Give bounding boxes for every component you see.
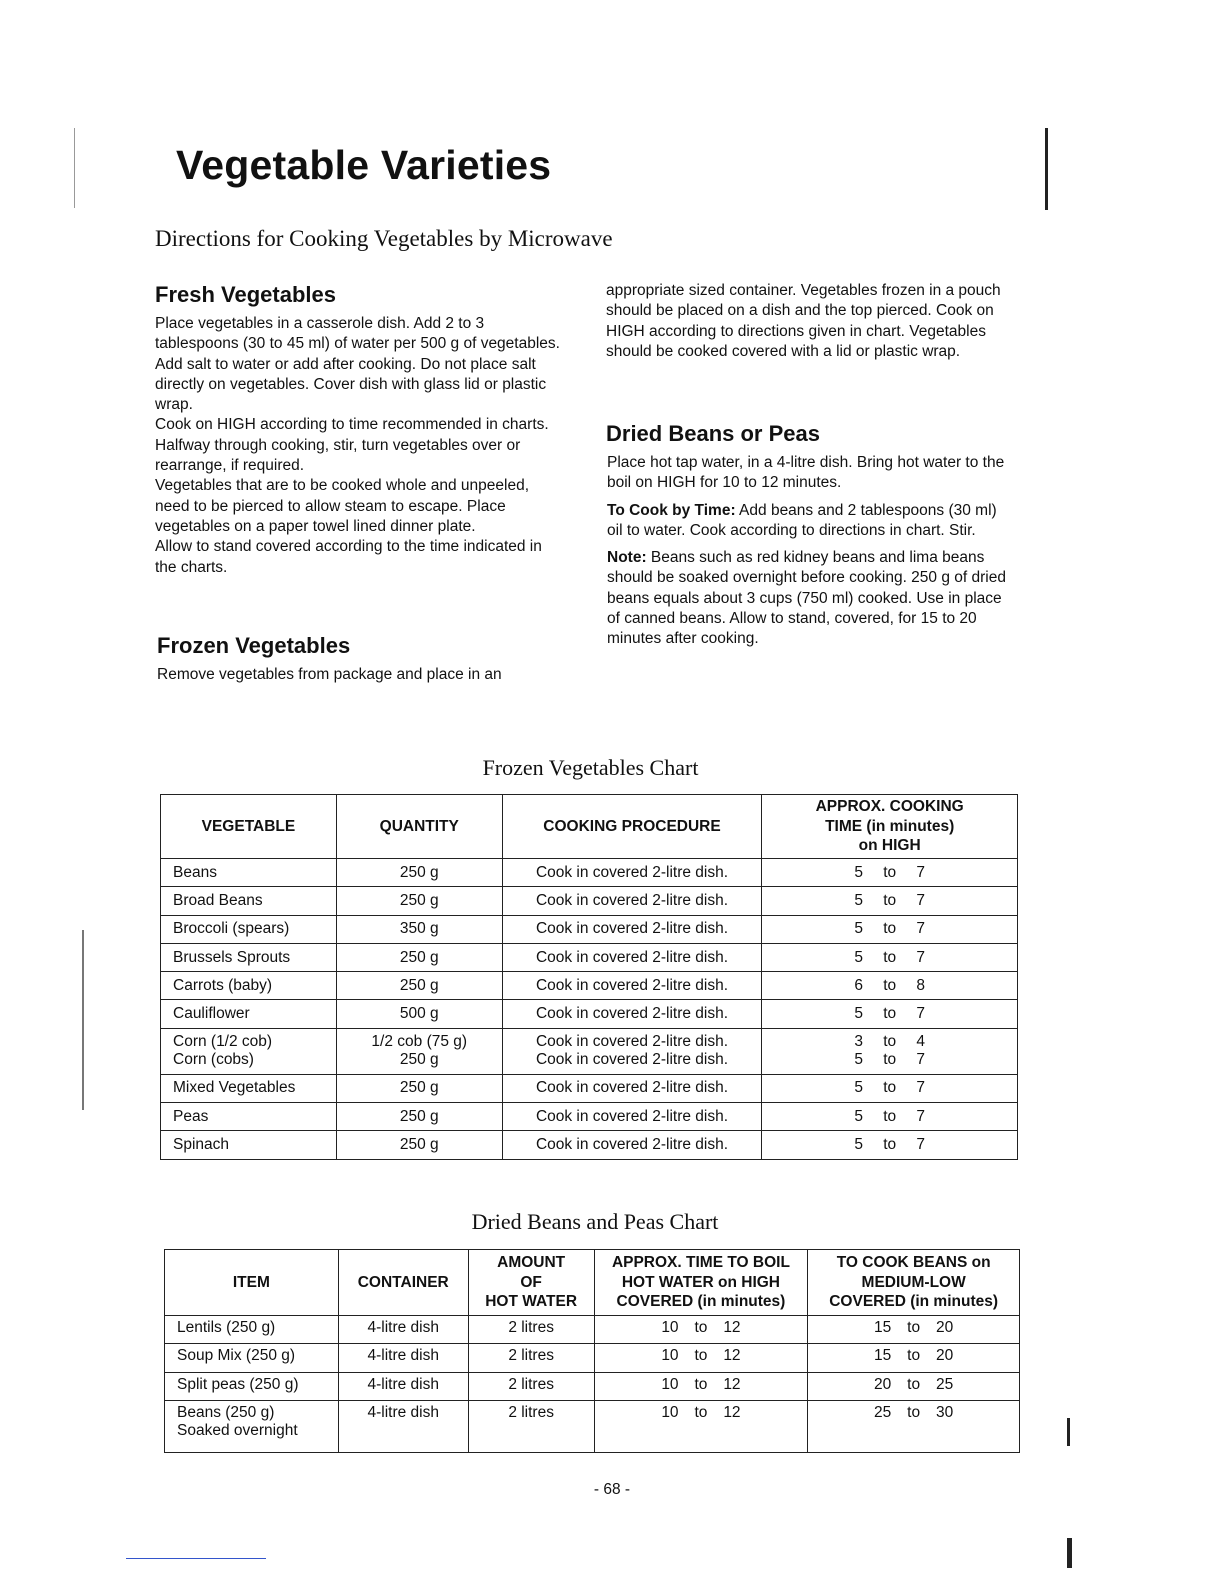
table-row bbox=[161, 1000, 1018, 1028]
range-to-word: to bbox=[694, 1403, 708, 1421]
vegetable-name: Carrots (baby) bbox=[173, 976, 273, 994]
range-from: 5 bbox=[854, 920, 863, 938]
cell-cook-time bbox=[808, 1372, 1020, 1400]
fresh-section bbox=[155, 314, 560, 578]
time-line bbox=[770, 1051, 1009, 1069]
cell-vegetable bbox=[161, 887, 337, 915]
col-header-boil-line1: APPROX. TIME TO BOIL bbox=[611, 1254, 790, 1272]
cell-cook-time bbox=[808, 1344, 1020, 1372]
time-line bbox=[770, 920, 1009, 938]
range-from: 10 bbox=[661, 1347, 679, 1365]
range-to-word: to bbox=[694, 1375, 708, 1393]
range-to-word: to bbox=[883, 976, 897, 994]
col-header-boil-line3: COVERED (in minutes) bbox=[616, 1293, 786, 1311]
frozen-p1-continued: appropriate sized container. Vegetables frozen in a pouch should be placed on a dish and the top pierced. Cook on HIGH according to directions given in chart. Vegetables should be cooked covered with a lid or plastic wrap. bbox=[606, 282, 1001, 360]
cook-label: To Cook by Time: bbox=[607, 501, 736, 519]
vegetable-name: Brussels Sprouts bbox=[173, 948, 291, 966]
range-to-word: to bbox=[883, 891, 897, 909]
quantity-value: 250 g bbox=[399, 1107, 439, 1125]
col-header-cook-line2: MEDIUM-LOW bbox=[861, 1273, 966, 1291]
time-range bbox=[844, 977, 936, 995]
cell-procedure bbox=[502, 1000, 762, 1028]
cell-vegetable bbox=[161, 1028, 337, 1074]
range-to-word: to bbox=[883, 920, 897, 938]
time-line bbox=[770, 864, 1009, 882]
cell-item bbox=[165, 1316, 339, 1344]
cell-water: 2 litres bbox=[468, 1372, 594, 1400]
range-to-word: to bbox=[883, 1005, 897, 1023]
range-from: 15 bbox=[874, 1319, 892, 1336]
cell-time bbox=[762, 972, 1018, 1000]
range-from: 10 bbox=[661, 1319, 679, 1336]
range-to: 12 bbox=[723, 1403, 741, 1421]
range-to-word: to bbox=[883, 1136, 897, 1154]
col-header-vegetable: VEGETABLE bbox=[161, 795, 337, 859]
vegetable-name: Peas bbox=[173, 1107, 209, 1125]
range-from: 5 bbox=[854, 863, 863, 881]
col-header-amount-line1: AMOUNT bbox=[497, 1254, 566, 1272]
time-line bbox=[770, 1108, 1009, 1126]
range-to: 7 bbox=[916, 948, 925, 966]
cell-item bbox=[165, 1400, 339, 1452]
cell-quantity bbox=[336, 1074, 502, 1102]
item-name: Split peas (250 g) bbox=[177, 1375, 299, 1393]
range-to: 12 bbox=[723, 1375, 741, 1393]
time-line bbox=[770, 1079, 1009, 1097]
cell-boil-time bbox=[594, 1372, 808, 1400]
cell-procedure bbox=[502, 915, 762, 943]
margin-rule-bottom bbox=[1067, 1418, 1070, 1446]
time-range bbox=[868, 1404, 960, 1422]
time-range bbox=[844, 949, 936, 967]
time-range bbox=[844, 920, 936, 938]
range-from: 5 bbox=[854, 1051, 863, 1069]
cell-procedure bbox=[502, 1074, 762, 1102]
table-row bbox=[161, 1028, 1018, 1074]
vegetable-name: Broccoli (spears) bbox=[173, 920, 290, 938]
dried-cook-by-time bbox=[607, 501, 1007, 542]
cook-text: Add beans and 2 tablespoons (30 ml) oil to water. Cook according to directions in chart. Stir. bbox=[607, 501, 997, 539]
time-line bbox=[770, 949, 1009, 967]
cell-procedure bbox=[502, 1131, 762, 1159]
vegetable-name: Cauliflower bbox=[173, 1005, 250, 1023]
time-range bbox=[844, 1079, 936, 1097]
time-range bbox=[844, 1136, 936, 1154]
col-header-boil-line2: HOT WATER on HIGH bbox=[621, 1273, 781, 1291]
cell-quantity bbox=[336, 1028, 502, 1074]
range-to: 7 bbox=[916, 1051, 925, 1069]
col-header-cooking-time-line3: on HIGH bbox=[858, 837, 921, 855]
quantity-value: 250 g bbox=[399, 1051, 439, 1069]
range-to-word: to bbox=[907, 1347, 921, 1365]
range-from: 25 bbox=[874, 1403, 892, 1421]
cell-procedure bbox=[502, 887, 762, 915]
procedure-text: Cook in covered 2-litre dish. bbox=[535, 920, 729, 938]
quantity-value: 1/2 cob (75 g) bbox=[371, 1033, 468, 1051]
time-range bbox=[844, 892, 936, 910]
procedure-text: Cook in covered 2-litre dish. bbox=[535, 948, 729, 966]
col-header-quantity: QUANTITY bbox=[336, 795, 502, 859]
time-range bbox=[844, 1051, 936, 1069]
time-line bbox=[770, 1005, 1009, 1023]
footer-link-underline bbox=[126, 1558, 266, 1559]
col-header-cook-line3: COVERED (in minutes) bbox=[829, 1293, 999, 1311]
left-edge-mark-1 bbox=[74, 128, 75, 208]
quantity-value: 250 g bbox=[399, 976, 439, 994]
range-from: 5 bbox=[854, 1079, 863, 1097]
vegetable-name: Spinach bbox=[173, 1136, 230, 1154]
cell-time bbox=[762, 887, 1018, 915]
range-from: 5 bbox=[854, 948, 863, 966]
range-to-word: to bbox=[907, 1403, 921, 1421]
table-row bbox=[161, 1103, 1018, 1131]
fresh-p1: Place vegetables in a casserole dish. Add 2 to 3 tablespoons (30 to 45 ml) of water per 500 g of vegetables. Add salt to water or add after cooking. Do not place salt directly on vegetables. Cover dish with glass lid or plastic wrap. bbox=[155, 315, 560, 414]
cell-time bbox=[762, 1131, 1018, 1159]
item-name: Soup Mix (250 g) bbox=[177, 1347, 296, 1365]
time-range bbox=[868, 1319, 960, 1337]
cell-vegetable bbox=[161, 1131, 337, 1159]
time-range bbox=[655, 1347, 747, 1365]
quantity-value: 250 g bbox=[399, 891, 439, 909]
note-text: Beans such as red kidney beans and lima beans should be soaked overnight before cooking. 250 g of dried beans equals about 3 cups (750 ml) cooked. Use in place of canned beans. Allow to stand, covered, for 15 to 20 minutes after cooking. bbox=[607, 549, 1006, 648]
range-to-word: to bbox=[907, 1319, 921, 1336]
time-range bbox=[868, 1347, 960, 1365]
cell-quantity bbox=[336, 1131, 502, 1159]
cell-container: 4-litre dish bbox=[338, 1372, 468, 1400]
range-from: 5 bbox=[854, 1107, 863, 1125]
cell-procedure bbox=[502, 1103, 762, 1131]
col-header-item: ITEM bbox=[165, 1250, 339, 1316]
cell-quantity bbox=[336, 887, 502, 915]
time-range bbox=[655, 1376, 747, 1394]
range-to-word: to bbox=[883, 1079, 897, 1097]
vegetable-name: Mixed Vegetables bbox=[173, 1079, 296, 1097]
cell-water: 2 litres bbox=[468, 1316, 594, 1344]
range-to-word: to bbox=[883, 1051, 897, 1069]
cell-vegetable bbox=[161, 915, 337, 943]
time-range bbox=[844, 1108, 936, 1126]
range-to: 12 bbox=[723, 1347, 741, 1365]
table-row bbox=[161, 887, 1018, 915]
range-to: 20 bbox=[936, 1347, 954, 1365]
range-from: 6 bbox=[854, 976, 863, 994]
cell-procedure bbox=[502, 1028, 762, 1074]
range-from: 10 bbox=[661, 1375, 679, 1393]
range-from: 5 bbox=[854, 1136, 863, 1154]
dried-heading: Dried Beans or Peas bbox=[606, 421, 820, 446]
cell-container: 4-litre dish bbox=[338, 1344, 468, 1372]
col-header-amount-line2: OF bbox=[520, 1273, 542, 1291]
cell-time bbox=[762, 1000, 1018, 1028]
cell-vegetable bbox=[161, 1074, 337, 1102]
table-row bbox=[161, 1131, 1018, 1159]
range-from: 5 bbox=[854, 1005, 863, 1023]
time-range bbox=[844, 1005, 936, 1023]
range-from: 10 bbox=[661, 1403, 679, 1421]
col-header-cook-time bbox=[808, 1250, 1020, 1316]
range-to: 25 bbox=[936, 1375, 954, 1393]
cell-time bbox=[762, 915, 1018, 943]
cell-quantity bbox=[336, 859, 502, 887]
dried-section bbox=[607, 453, 1007, 657]
vegetable-name: Corn (cobs) bbox=[173, 1051, 254, 1069]
vegetable-name: Broad Beans bbox=[173, 891, 263, 909]
cell-container: 4-litre dish bbox=[338, 1316, 468, 1344]
table-row bbox=[161, 915, 1018, 943]
cell-item bbox=[165, 1344, 339, 1372]
page-number: - 68 - bbox=[593, 1481, 631, 1498]
time-range bbox=[655, 1404, 747, 1422]
table-row bbox=[165, 1316, 1020, 1344]
cell-procedure bbox=[502, 943, 762, 971]
procedure-text: Cook in covered 2-litre dish. bbox=[535, 1033, 729, 1051]
frozen-vegetables-table bbox=[160, 794, 1018, 1160]
range-to: 7 bbox=[916, 1107, 925, 1125]
dried-chart-title: Dried Beans and Peas Chart bbox=[471, 1209, 719, 1234]
frozen-heading: Frozen Vegetables bbox=[157, 633, 351, 658]
table-row bbox=[161, 943, 1018, 971]
cell-vegetable bbox=[161, 859, 337, 887]
cell-water: 2 litres bbox=[468, 1344, 594, 1372]
fresh-p4: Allow to stand covered according to the time indicated in the charts. bbox=[155, 538, 542, 576]
cell-boil-time bbox=[594, 1316, 808, 1344]
table-row bbox=[165, 1372, 1020, 1400]
table-row bbox=[165, 1344, 1020, 1372]
dried-beans-table bbox=[164, 1249, 1020, 1453]
cell-quantity bbox=[336, 943, 502, 971]
quantity-value: 350 g bbox=[399, 920, 439, 938]
dried-note bbox=[607, 548, 1007, 649]
table-row bbox=[165, 1400, 1020, 1452]
range-from: 5 bbox=[854, 891, 863, 909]
range-to: 7 bbox=[916, 1079, 925, 1097]
range-to: 7 bbox=[916, 1136, 925, 1154]
range-to-word: to bbox=[883, 1033, 897, 1051]
time-line bbox=[770, 1136, 1009, 1154]
range-to-word: to bbox=[883, 863, 897, 881]
col-header-cooking-time-line2: TIME (in minutes) bbox=[825, 817, 955, 835]
frozen-chart-title: Frozen Vegetables Chart bbox=[482, 755, 699, 780]
cell-vegetable bbox=[161, 972, 337, 1000]
range-to: 8 bbox=[916, 976, 925, 994]
margin-rule-top bbox=[1045, 128, 1048, 210]
procedure-text: Cook in covered 2-litre dish. bbox=[535, 891, 729, 909]
range-to: 7 bbox=[916, 920, 925, 938]
cell-cook-time bbox=[808, 1316, 1020, 1344]
procedure-text: Cook in covered 2-litre dish. bbox=[535, 976, 729, 994]
range-from: 3 bbox=[854, 1033, 863, 1051]
cell-time bbox=[762, 1103, 1018, 1131]
col-header-container: CONTAINER bbox=[338, 1250, 468, 1316]
range-to: 7 bbox=[916, 863, 925, 881]
procedure-text: Cook in covered 2-litre dish. bbox=[535, 1051, 729, 1069]
range-to-word: to bbox=[883, 948, 897, 966]
time-range bbox=[844, 1033, 936, 1051]
range-to: 30 bbox=[936, 1403, 954, 1421]
vegetable-name: Beans bbox=[173, 863, 217, 881]
cell-water: 2 litres bbox=[468, 1400, 594, 1452]
vegetable-name: Corn (1/2 cob) bbox=[173, 1033, 273, 1051]
quantity-value: 250 g bbox=[399, 948, 439, 966]
time-line bbox=[770, 892, 1009, 910]
procedure-text: Cook in covered 2-litre dish. bbox=[535, 1005, 729, 1023]
cell-item bbox=[165, 1372, 339, 1400]
range-to: 20 bbox=[936, 1319, 954, 1336]
dried-p1: Place hot tap water, in a 4-litre dish. Bring hot water to the boil on HIGH for 10 to 12 minutes. bbox=[607, 454, 1005, 492]
range-to-word: to bbox=[907, 1375, 921, 1393]
table-row bbox=[161, 1074, 1018, 1102]
cell-quantity bbox=[336, 915, 502, 943]
range-to-word: to bbox=[694, 1347, 708, 1365]
cell-container: 4-litre dish bbox=[338, 1400, 468, 1452]
time-line bbox=[770, 977, 1009, 995]
frozen-p1: Remove vegetables from package and place in an bbox=[157, 666, 502, 683]
time-range bbox=[868, 1376, 960, 1394]
item-name: Beans (250 g) bbox=[177, 1403, 275, 1421]
quantity-value: 250 g bbox=[399, 1136, 439, 1154]
time-range bbox=[844, 864, 936, 882]
range-to: 7 bbox=[916, 1005, 925, 1023]
cell-time bbox=[762, 1074, 1018, 1102]
cell-procedure bbox=[502, 859, 762, 887]
range-to: 4 bbox=[916, 1033, 925, 1051]
col-header-cooking-time bbox=[762, 795, 1018, 859]
quantity-value: 500 g bbox=[399, 1005, 439, 1023]
margin-mark-corner bbox=[1067, 1538, 1072, 1568]
quantity-value: 250 g bbox=[399, 863, 439, 881]
cell-time bbox=[762, 1028, 1018, 1074]
page-title: Vegetable Varieties bbox=[176, 142, 552, 188]
range-to: 7 bbox=[916, 891, 925, 909]
procedure-text: Cook in covered 2-litre dish. bbox=[535, 1079, 729, 1097]
procedure-text: Cook in covered 2-litre dish. bbox=[535, 1136, 729, 1154]
cell-boil-time bbox=[594, 1344, 808, 1372]
cell-procedure bbox=[502, 972, 762, 1000]
table-row bbox=[161, 972, 1018, 1000]
range-to-word: to bbox=[883, 1107, 897, 1125]
cell-quantity bbox=[336, 1000, 502, 1028]
col-header-cooking-time-line1: APPROX. COOKING bbox=[815, 798, 964, 816]
item-note: Soaked overnight bbox=[177, 1421, 298, 1439]
col-header-amount-line3: HOT WATER bbox=[485, 1293, 578, 1311]
range-to-word: to bbox=[694, 1319, 708, 1336]
item-name: Lentils (250 g) bbox=[177, 1319, 276, 1336]
cell-vegetable bbox=[161, 943, 337, 971]
cell-quantity bbox=[336, 972, 502, 1000]
cell-cook-time bbox=[808, 1400, 1020, 1452]
procedure-text: Cook in covered 2-litre dish. bbox=[535, 1107, 729, 1125]
page-subtitle: Directions for Cooking Vegetables by Microwave bbox=[155, 226, 613, 251]
col-header-amount bbox=[468, 1250, 594, 1316]
procedure-text: Cook in covered 2-litre dish. bbox=[535, 863, 729, 881]
col-header-boil-time bbox=[594, 1250, 808, 1316]
cell-vegetable bbox=[161, 1103, 337, 1131]
note-label: Note: bbox=[607, 549, 647, 567]
col-header-procedure: COOKING PROCEDURE bbox=[502, 795, 762, 859]
cell-time bbox=[762, 859, 1018, 887]
time-range bbox=[655, 1319, 747, 1337]
col-header-cook-line1: TO COOK BEANS on bbox=[836, 1254, 991, 1272]
range-to: 12 bbox=[723, 1319, 741, 1336]
cell-boil-time bbox=[594, 1400, 808, 1452]
cell-time bbox=[762, 943, 1018, 971]
range-from: 20 bbox=[874, 1375, 892, 1393]
fresh-p2: Cook on HIGH according to time recommended in charts. Halfway through cooking, stir, turn vegetables over or rearrange, if required. bbox=[155, 416, 549, 475]
cell-vegetable bbox=[161, 1000, 337, 1028]
cell-quantity bbox=[336, 1103, 502, 1131]
fresh-heading: Fresh Vegetables bbox=[155, 282, 336, 307]
quantity-value: 250 g bbox=[399, 1079, 439, 1097]
time-line bbox=[770, 1033, 1009, 1051]
table-row bbox=[161, 859, 1018, 887]
range-from: 15 bbox=[874, 1347, 892, 1365]
fresh-p3: Vegetables that are to be cooked whole and unpeeled, need to be pierced to allow steam to escape. Place vegetables on a paper towel lined dinner plate. bbox=[155, 477, 530, 535]
left-edge-mark-2 bbox=[82, 930, 84, 1110]
